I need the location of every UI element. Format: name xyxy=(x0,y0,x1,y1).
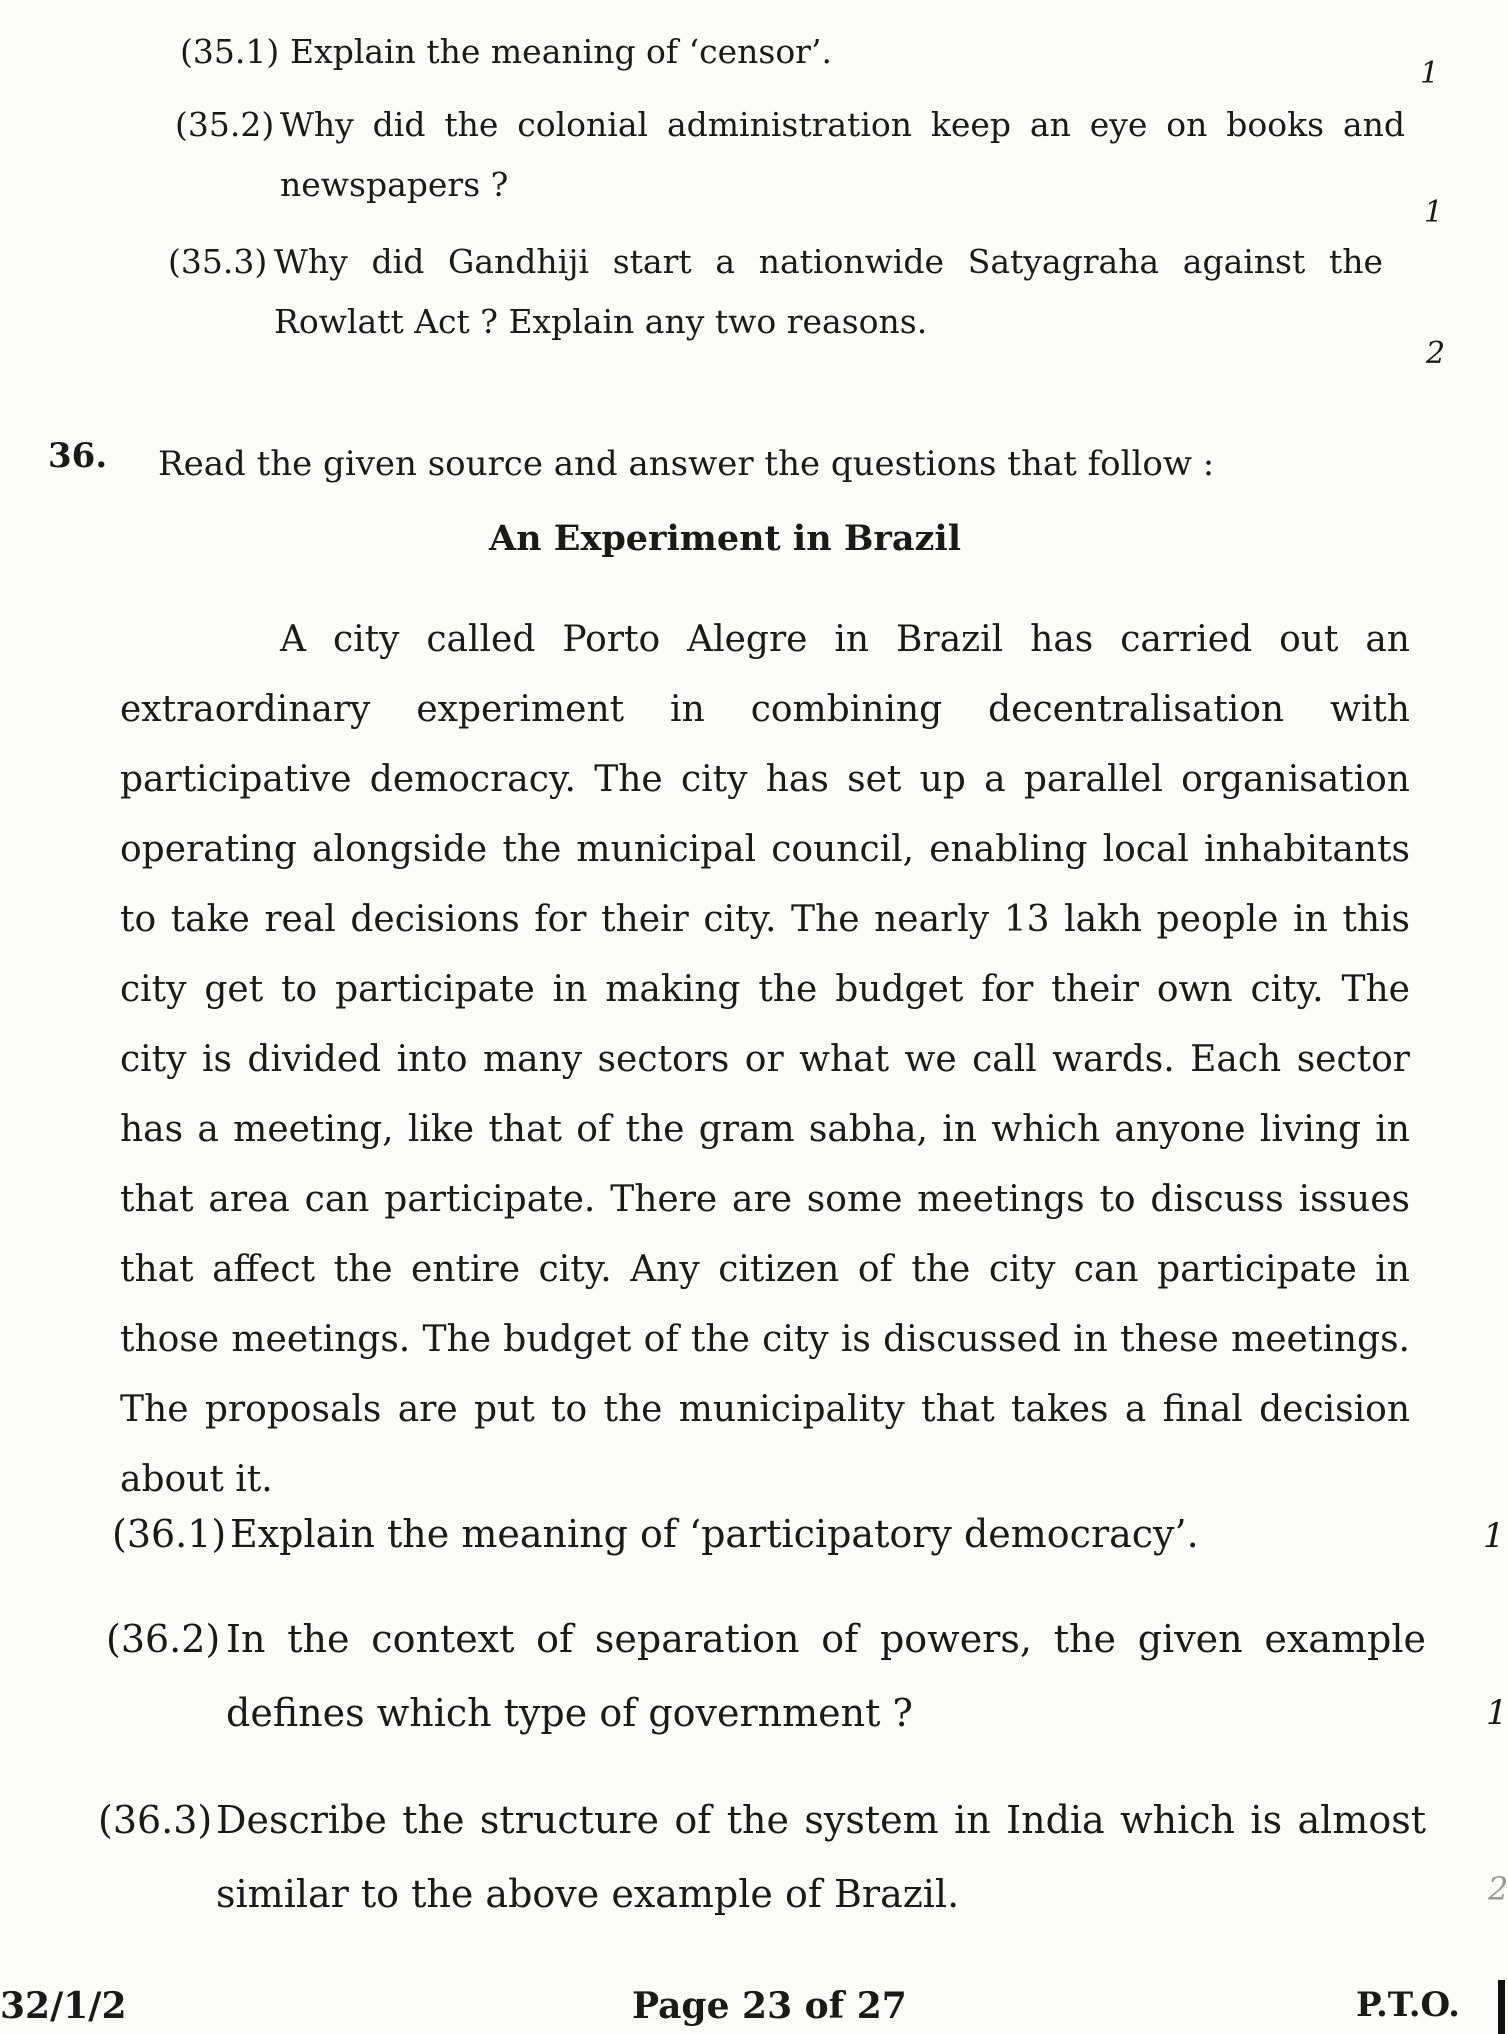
subquestion-text: Explain the meaning of ‘censor’. xyxy=(290,32,832,71)
subquestion-number: (35.1) xyxy=(180,32,280,71)
subquestion-number: (36.3) xyxy=(98,1798,213,1842)
source-passage: A city called Porto Alegre in Brazil has carried out an extraordinary experiment in combining decentralisation with participative democracy. The city has set up a parallel organisation operating alongside the municipal council, enabling local inhabitants to take real decisions for their city. The nearly 13 lakh people in this city get to participate in making the budget for their own city. The city is divided into many sectors or what we call wards. Each sector has a meeting, like that of the gram sabha, in which anyone living in that area can participate. There are some meetings to discuss issues that affect the entire city. Any citizen of the city can participate in those meetings. The budget of the city is discussed in these meetings. The proposals are put to the municipality that takes a final decision about it. xyxy=(120,619,1410,1500)
page-edge-mark xyxy=(1498,1980,1505,2034)
marks-36-1: 1 xyxy=(1483,1516,1505,1556)
subquestion-number: (35.3) xyxy=(168,242,268,281)
subquestion-35-3 xyxy=(168,232,1383,352)
subquestion-text: Why did the colonial administration keep an eye on books and newspapers ? xyxy=(280,105,1405,204)
page-number: Page 23 of 27 xyxy=(632,1985,907,2027)
subquestion-text: In the context of separation of powers, the given example defines which type of government ? xyxy=(226,1617,1426,1735)
subquestion-text: Why did Gandhiji start a nationwide Satyagraha against the Rowlatt Act ? Explain any two reasons. xyxy=(274,242,1383,341)
marks-35-2: 1 xyxy=(1424,195,1444,230)
subquestion-number: (35.2) xyxy=(175,105,275,144)
paper-code: 32/1/2 xyxy=(0,1985,127,2027)
question-number: 36. xyxy=(48,436,108,476)
subquestion-text: Explain the meaning of ‘participatory democracy’. xyxy=(230,1512,1199,1556)
subquestion-number: (36.2) xyxy=(106,1617,221,1661)
subquestion-35-1 xyxy=(180,22,1420,82)
source-title: An Experiment in Brazil xyxy=(488,518,961,559)
marks-36-3: 2 xyxy=(1488,1870,1508,1908)
subquestion-35-2 xyxy=(175,95,1405,215)
marks-35-3: 2 xyxy=(1426,336,1446,371)
subquestion-36-1 xyxy=(112,1497,1432,1571)
question-instruction: Read the given source and answer the questions that follow : xyxy=(158,444,1215,484)
subquestion-36-3 xyxy=(98,1783,1426,1931)
pto-label: P.T.O. xyxy=(1356,1985,1460,2025)
subquestion-number: (36.1) xyxy=(112,1512,227,1556)
subquestion-text: Describe the structure of the system in India which is almost similar to the above example of Brazil. xyxy=(216,1798,1426,1916)
marks-35-1: 1 xyxy=(1420,56,1440,91)
subquestion-36-2 xyxy=(106,1602,1426,1750)
marks-36-2: 1 xyxy=(1486,1693,1508,1733)
